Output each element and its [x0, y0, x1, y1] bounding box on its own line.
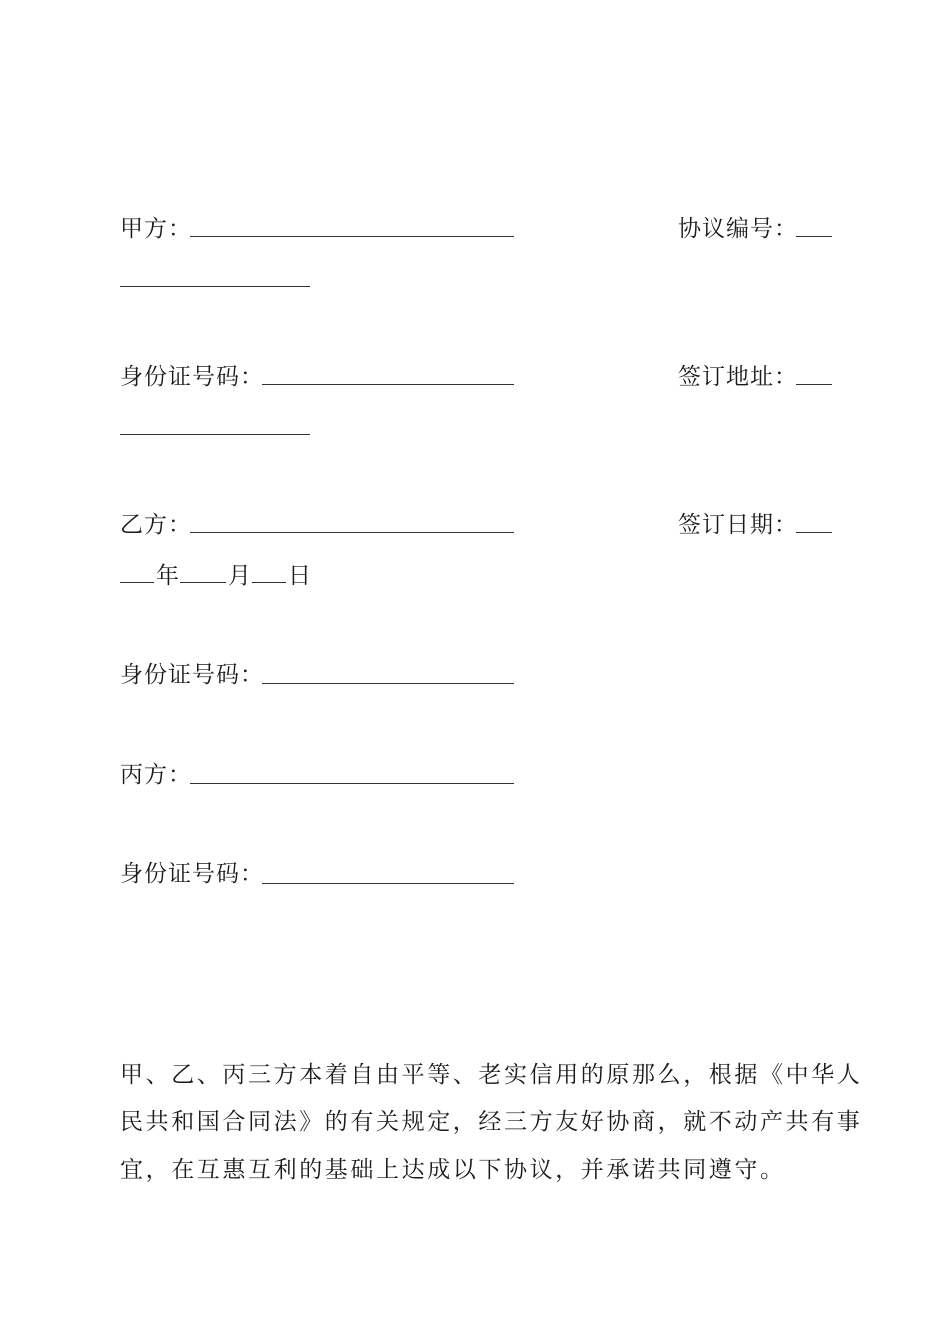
body-line-3: 宜，在互惠互利的基础上达成以下协议，并承诺共同遵守。 [120, 1157, 786, 1183]
party-c-field[interactable] [190, 783, 514, 784]
agreement-no-field-cont[interactable] [120, 286, 310, 287]
month-label: 月 [228, 563, 252, 589]
sign-date-field[interactable] [796, 532, 832, 533]
party-b-label: 乙方： [120, 512, 192, 538]
sign-address-field[interactable] [796, 384, 832, 385]
id-b-label: 身份证号码： [120, 662, 264, 688]
day-field[interactable] [252, 582, 286, 583]
day-label: 日 [288, 563, 312, 589]
body-line-2: 民共和国合同法》的有关规定，经三方友好协商，就不动产共有事 [120, 1109, 863, 1135]
body-line-1: 甲、乙、丙三方本着自由平等、老实信用的原那么，根据《中华人 [120, 1062, 863, 1088]
id-a-label: 身份证号码： [120, 364, 264, 390]
party-a-label: 甲方： [120, 216, 192, 242]
year-field[interactable] [120, 582, 154, 583]
sign-date-label: 签订日期： [678, 512, 798, 538]
agreement-no-label: 协议编号： [678, 216, 798, 242]
party-b-field[interactable] [190, 532, 514, 533]
id-c-label: 身份证号码： [120, 861, 264, 887]
month-field[interactable] [180, 582, 226, 583]
id-a-field[interactable] [262, 384, 514, 385]
party-c-label: 丙方： [120, 762, 192, 788]
year-label: 年 [156, 563, 180, 589]
id-b-field[interactable] [262, 683, 514, 684]
sign-address-label: 签订地址： [678, 364, 798, 390]
party-a-field[interactable] [190, 236, 514, 237]
agreement-no-field[interactable] [796, 236, 832, 237]
id-c-field[interactable] [262, 883, 514, 884]
sign-address-field-cont[interactable] [120, 434, 310, 435]
